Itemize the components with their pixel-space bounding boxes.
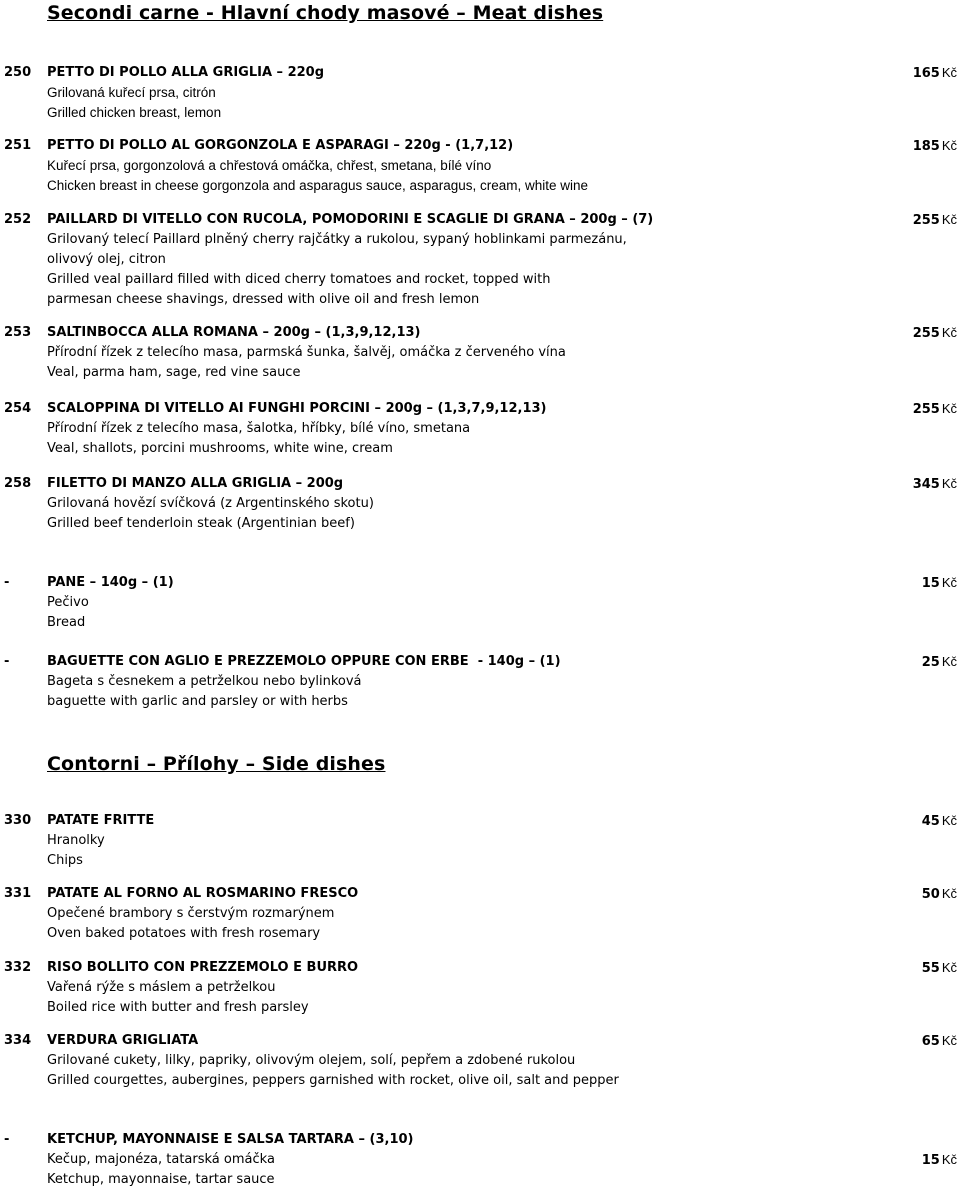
item-desc-en: Grilled veal paillard filled with diced cherry tomatoes and rocket, topped with xyxy=(47,272,551,287)
item-desc-cz-cont: olivový olej, citron xyxy=(47,252,166,267)
item-title: PETTO DI POLLO ALLA GRIGLIA – 220g xyxy=(47,65,325,80)
item-desc-cz: Bageta s česnekem a petrželkou nebo bylinková xyxy=(47,674,362,689)
item-desc-cz: Grilovaný telecí Paillard plněný cherry rajčátky a rukolou, sypaný hoblinkami parmezánu, xyxy=(47,232,627,247)
item-number: 250 xyxy=(4,65,32,80)
item-price: 15 Kč xyxy=(921,575,957,591)
item-title: PANE – 140g – (1) xyxy=(47,575,174,590)
item-desc-cz: Kečup, majonéza, tatarská omáčka xyxy=(47,1152,275,1167)
item-title: PATATE AL FORNO AL ROSMARINO FRESCO xyxy=(47,886,359,901)
item-title: FILETTO DI MANZO ALLA GRIGLIA – 200g xyxy=(47,476,344,491)
item-number: 251 xyxy=(4,138,32,153)
item-number: - xyxy=(4,1132,10,1147)
item-desc-cz: Grilované cukety, lilky, papriky, olivovým olejem, solí, pepřem a zdobené rukolou xyxy=(47,1053,576,1068)
item-title: BAGUETTE CON AGLIO E PREZZEMOLO OPPURE CON ERBE - 140g – (1) xyxy=(47,654,561,669)
item-number: 330 xyxy=(4,813,32,828)
item-price: 55 Kč xyxy=(921,960,957,976)
item-price: 50 Kč xyxy=(921,886,957,902)
item-price: 15 Kč xyxy=(921,1152,957,1168)
sides-section-heading: Contorni – Přílohy – Side dishes xyxy=(47,753,386,775)
item-desc-cz: Kuřecí prsa, gorgonzolová a chřestová omáčka, chřest, smetana, bílé víno xyxy=(47,158,492,173)
item-number: - xyxy=(4,654,10,669)
item-number: 334 xyxy=(4,1033,32,1048)
item-title: RISO BOLLITO CON PREZZEMOLO E BURRO xyxy=(47,960,359,975)
item-desc-en-cont: parmesan cheese shavings, dressed with olive oil and fresh lemon xyxy=(47,292,480,307)
item-number: - xyxy=(4,575,10,590)
item-price: 185 Kč xyxy=(912,138,957,154)
item-desc-cz: Vařená rýže s máslem a petrželkou xyxy=(47,980,276,995)
item-price: 255 Kč xyxy=(912,212,957,228)
item-desc-en: Grilled courgettes, aubergines, peppers garnished with rocket, olive oil, salt and pepper xyxy=(47,1073,619,1088)
item-title: KETCHUP, MAYONNAISE E SALSA TARTARA – (3,10) xyxy=(47,1132,414,1147)
item-desc-cz: Přírodní řízek z telecího masa, parmská šunka, šalvěj, omáčka z červeného vína xyxy=(47,345,566,360)
item-number: 258 xyxy=(4,476,32,491)
item-title: SALTINBOCCA ALLA ROMANA – 200g – (1,3,9,12,13) xyxy=(47,325,421,340)
item-title: VERDURA GRIGLIATA xyxy=(47,1033,199,1048)
item-title: PAILLARD DI VITELLO CON RUCOLA, POMODORINI E SCAGLIE DI GRANA – 200g – (7) xyxy=(47,212,654,227)
item-price: 65 Kč xyxy=(921,1033,957,1049)
item-desc-en: Bread xyxy=(47,615,86,630)
item-title: PATATE FRITTE xyxy=(47,813,155,828)
item-desc-en: Veal, parma ham, sage, red vine sauce xyxy=(47,365,301,380)
item-desc-en: Chicken breast in cheese gorgonzola and asparagus sauce, asparagus, cream, white wine xyxy=(47,178,589,193)
item-desc-en: Boiled rice with butter and fresh parsley xyxy=(47,1000,309,1015)
item-desc-cz: Grilovaná kuřecí prsa, citrón xyxy=(47,85,216,100)
item-price: 45 Kč xyxy=(921,813,957,829)
item-number: 254 xyxy=(4,401,32,416)
item-desc-en: Grilled chicken breast, lemon xyxy=(47,105,222,120)
item-desc-cz: Pečivo xyxy=(47,595,89,610)
item-number: 252 xyxy=(4,212,32,227)
item-desc-en: Veal, shallots, porcini mushrooms, white wine, cream xyxy=(47,441,393,456)
item-desc-en: Oven baked potatoes with fresh rosemary xyxy=(47,926,321,941)
item-desc-cz: Přírodní řízek z telecího masa, šalotka, hříbky, bílé víno, smetana xyxy=(47,421,471,436)
item-number: 332 xyxy=(4,960,32,975)
item-desc-en: Chips xyxy=(47,853,83,868)
item-number: 253 xyxy=(4,325,32,340)
item-desc-en: baguette with garlic and parsley or with herbs xyxy=(47,694,348,709)
item-desc-cz: Hranolky xyxy=(47,833,105,848)
item-title: PETTO DI POLLO AL GORGONZOLA E ASPARAGI – 220g - (1,7,12) xyxy=(47,138,514,153)
item-price: 255 Kč xyxy=(912,401,957,417)
item-number: 331 xyxy=(4,886,32,901)
meat-section-heading: Secondi carne - Hlavní chody masové – Meat dishes xyxy=(47,2,604,24)
item-desc-cz: Grilovaná hovězí svíčková (z Argentinského skotu) xyxy=(47,496,374,511)
item-price: 25 Kč xyxy=(921,654,957,670)
item-desc-cz: Opečené brambory s čerstvým rozmarýnem xyxy=(47,906,335,921)
item-title: SCALOPPINA DI VITELLO AI FUNGHI PORCINI – 200g – (1,3,7,9,12,13) xyxy=(47,401,547,416)
item-price: 345 Kč xyxy=(912,476,957,492)
item-price: 165 Kč xyxy=(912,65,957,81)
item-price: 255 Kč xyxy=(912,325,957,341)
item-desc-en: Grilled beef tenderloin steak (Argentinian beef) xyxy=(47,516,355,531)
item-desc-en: Ketchup, mayonnaise, tartar sauce xyxy=(47,1172,275,1187)
